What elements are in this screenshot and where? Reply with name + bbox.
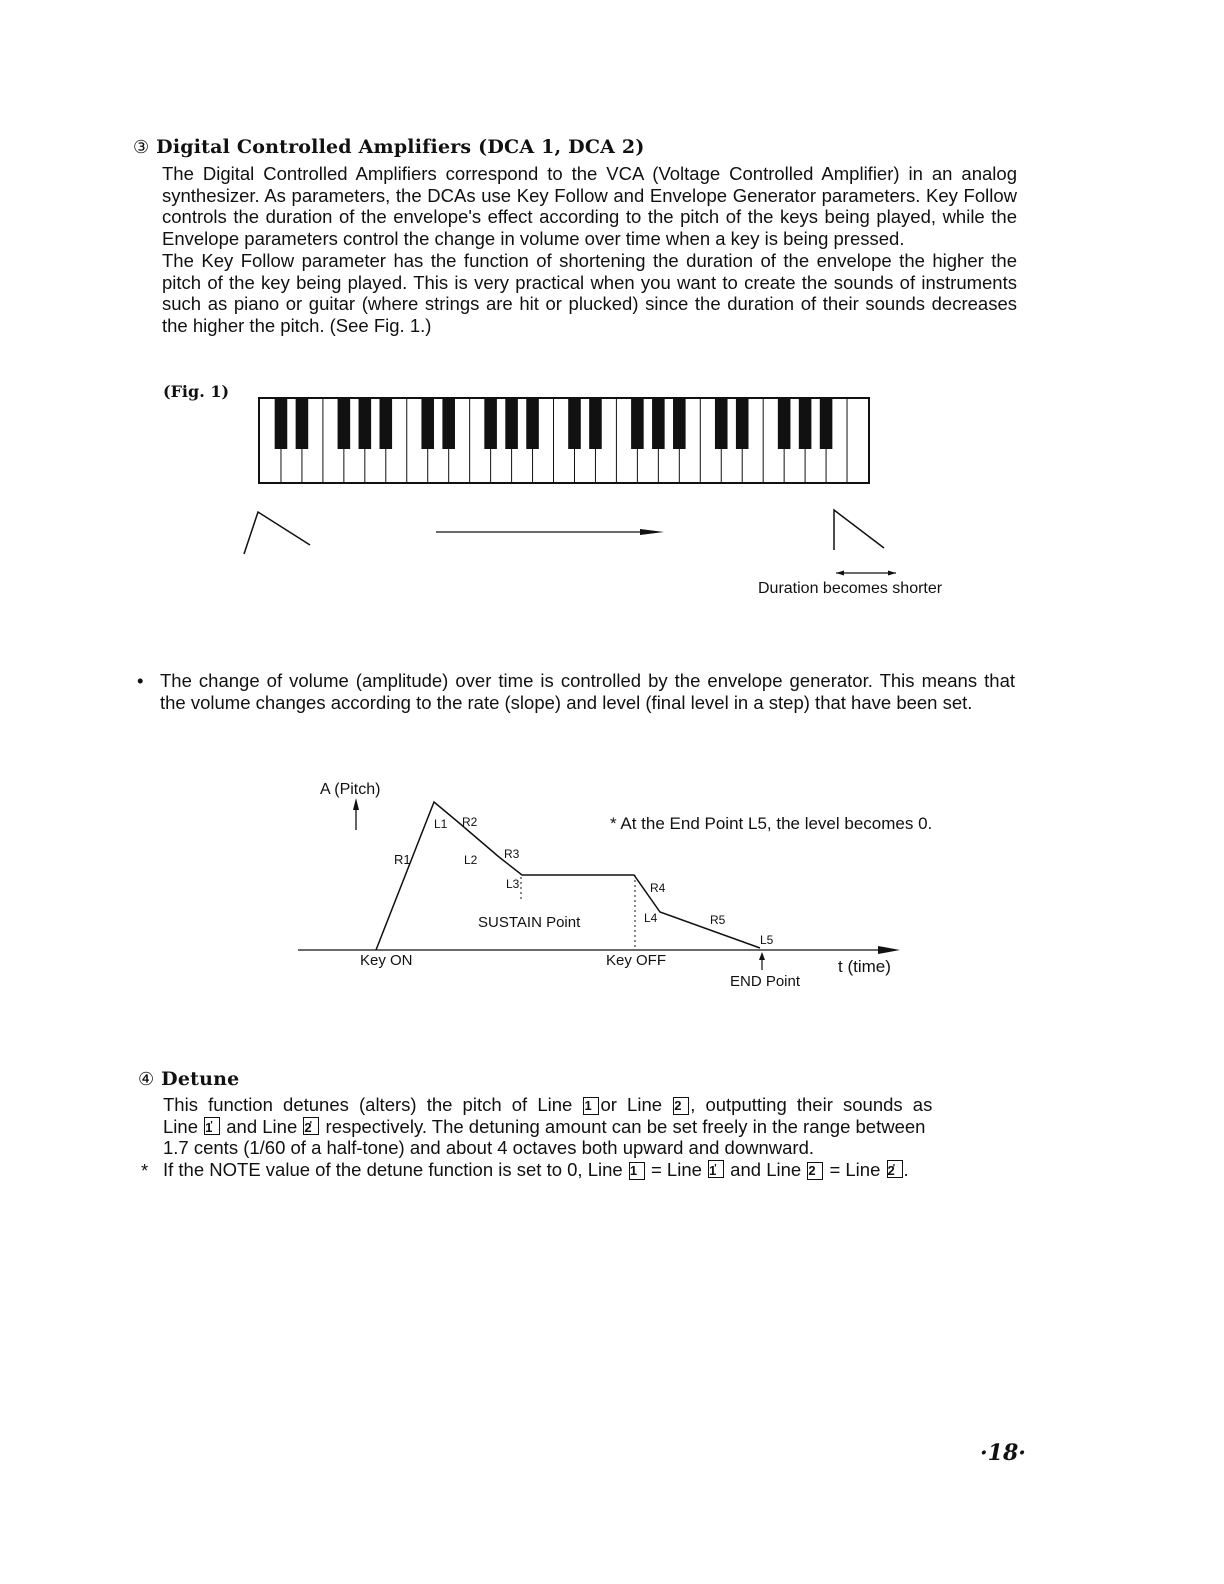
duration-arrow-left-head	[836, 571, 844, 576]
label-r2: R2	[462, 815, 478, 829]
black-key	[338, 399, 351, 449]
detune-line-3: 1.7 cents (1/60 of a half-tone) and about 4 octaves both upward and downward.	[163, 1137, 815, 1159]
line-2-box: 2	[673, 1097, 689, 1115]
label-l3: L3	[506, 877, 520, 891]
duration-arrow-right-head	[888, 571, 896, 576]
detune-text: , outputting their sounds as	[690, 1094, 933, 1115]
black-key	[380, 399, 393, 449]
label-r4: R4	[650, 881, 666, 895]
detune-title: Detune	[161, 1068, 240, 1090]
section-number: ④	[138, 1069, 155, 1090]
detune-text: respectively. The detuning amount can be set freely in the range between	[320, 1115, 926, 1137]
fig1-keyboard-diagram	[230, 390, 990, 580]
short-envelope-shape	[834, 510, 884, 550]
dca-paragraph-1: The Digital Controlled Amplifiers correspond to the VCA (Voltage Controlled Amplifier) in an analog synthesizer. As parameters, the DCAs use Key Follow and Envelope Generator parameters. Key Follow controls the duration of the envelope's effect according to the pitch of the keys being played, while the Envelope parameters control the change in volume over time when a key is being pressed.	[162, 163, 1017, 250]
direction-arrow-head	[640, 529, 664, 535]
black-key	[421, 399, 434, 449]
fig1-caption: Duration becomes shorter	[758, 580, 943, 597]
detune-note-text: If the NOTE value of the detune function is set to 0, Line	[163, 1159, 628, 1180]
black-key	[442, 399, 455, 449]
line-2-box: 2	[807, 1162, 823, 1180]
detune-note-text: = Line	[645, 1159, 708, 1180]
bullet-mark: •	[137, 670, 144, 691]
black-key	[715, 399, 728, 449]
black-key	[526, 399, 539, 449]
dca-body	[162, 163, 1017, 337]
page-number: ·18·	[980, 1440, 1026, 1466]
black-key	[736, 399, 749, 449]
line-2-prime-box: 2 '	[887, 1160, 903, 1178]
y-axis-label: A (Pitch)	[320, 781, 381, 798]
detune-note-mark: *	[141, 1160, 149, 1181]
label-r5: R5	[710, 913, 726, 927]
section-number: ③	[133, 137, 150, 158]
black-key	[820, 399, 833, 449]
line-1-prime-box: 1 '	[708, 1160, 724, 1178]
dca-paragraph-2: The Key Follow parameter has the function of shortening the duration of the envelope the higher the pitch of the key being played. This is very practical when you want to create the sounds of instruments such as piano or guitar (where strings are hit or plucked) since the duration of their sounds decreases the higher the pitch. (See Fig. 1.)	[162, 249, 1017, 336]
black-key	[296, 399, 309, 449]
black-key	[673, 399, 686, 449]
black-key	[484, 399, 497, 449]
black-key	[631, 399, 644, 449]
label-l2: L2	[464, 853, 478, 867]
detune-body	[163, 1094, 1018, 1159]
end-point-arrow	[759, 952, 765, 960]
black-key	[359, 399, 372, 449]
label-r1: R1	[394, 852, 411, 867]
dca-title: Digital Controlled Amplifiers (DCA 1, DCA 2)	[156, 136, 645, 158]
key-off-label: Key OFF	[606, 952, 667, 969]
fig1-label: (Fig. 1)	[163, 382, 230, 401]
detune-text: Line	[163, 1115, 204, 1137]
line-1-box: 1	[629, 1162, 645, 1180]
black-key	[568, 399, 581, 449]
detune-note-text: = Line	[824, 1159, 886, 1180]
line-1-prime-box: 1 '	[204, 1117, 220, 1135]
label-l1: L1	[434, 817, 448, 831]
x-axis-label: t (time)	[838, 957, 891, 976]
label-r3: R3	[504, 847, 520, 861]
line-1-box: 1	[583, 1097, 599, 1115]
black-key	[799, 399, 812, 449]
black-key	[505, 399, 518, 449]
black-key	[589, 399, 602, 449]
end-point-label: END Point	[730, 973, 801, 990]
keyboard-frame	[259, 398, 869, 483]
detune-note	[163, 1159, 1023, 1181]
detune-line-1	[163, 1094, 1018, 1116]
key-on-label: Key ON	[360, 952, 413, 969]
detune-text: This function detunes (alters) the pitch of Line	[163, 1094, 583, 1115]
keyboard	[259, 398, 869, 483]
black-key	[778, 399, 791, 449]
amplitude-axis-arrow	[353, 798, 359, 810]
label-l4: L4	[644, 911, 658, 925]
sustain-label: SUSTAIN Point	[478, 914, 581, 931]
bullet-text: The change of volume (amplitude) over time is controlled by the envelope generator. This means that the volume changes according to the rate (slope) and level (final level in a step) that have been set.	[160, 670, 1015, 713]
detune-text: and Line	[221, 1115, 303, 1137]
envelope-diagram	[290, 770, 990, 1005]
detune-line-2	[163, 1116, 1018, 1138]
black-key	[275, 399, 288, 449]
time-axis-arrow	[878, 946, 900, 954]
dca-heading	[133, 136, 645, 158]
label-l5: L5	[760, 933, 774, 947]
detune-note-text: .	[903, 1159, 909, 1180]
long-envelope-shape	[244, 512, 310, 554]
detune-note-text: and Line	[725, 1159, 807, 1180]
black-key	[652, 399, 665, 449]
line-2-prime-box: 2 '	[303, 1117, 319, 1135]
detune-heading	[138, 1068, 239, 1090]
end-point-note: * At the End Point L5, the level becomes 0.	[610, 814, 933, 833]
detune-text: or Line	[600, 1094, 673, 1115]
